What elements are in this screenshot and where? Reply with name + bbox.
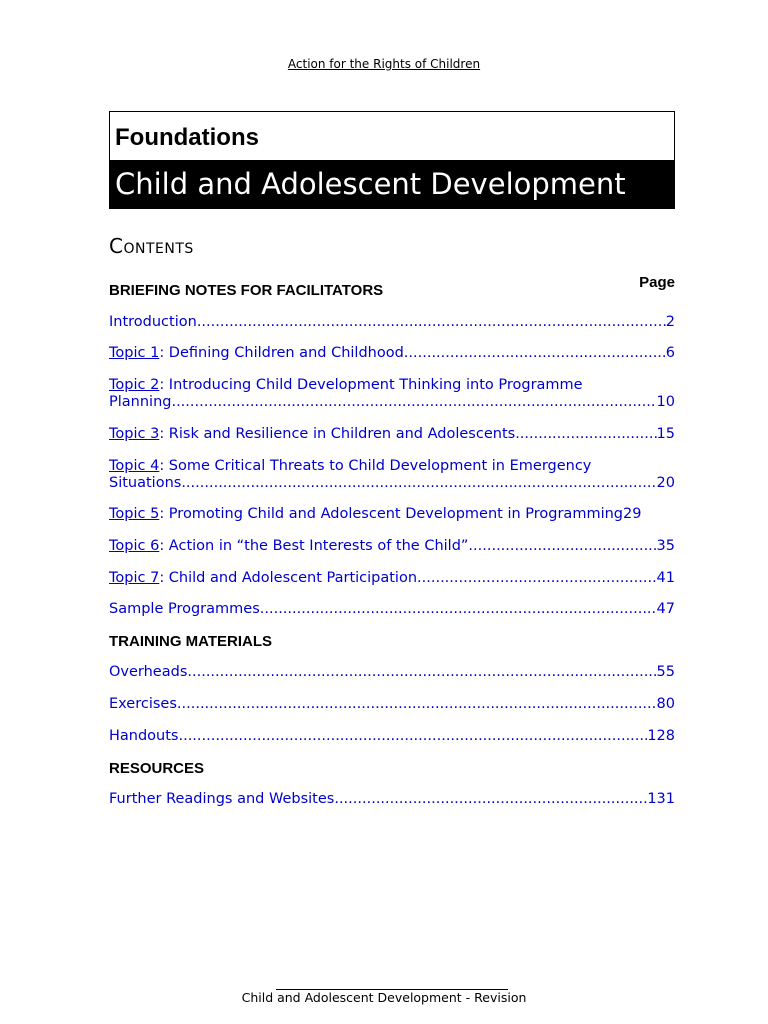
dot-leader <box>260 601 657 618</box>
toc-page-number: 2 <box>665 314 675 330</box>
running-header <box>0 56 768 72</box>
toc-entry-text-continued: Situations <box>109 475 182 491</box>
toc-entry-overheads[interactable] <box>109 664 675 681</box>
toc-entry-topic-5[interactable] <box>109 506 675 523</box>
toc-entry-handouts[interactable] <box>109 728 675 745</box>
title-box <box>109 111 675 209</box>
toc-page-number: 15 <box>656 426 675 442</box>
topic-link[interactable]: Topic 5 <box>109 506 160 522</box>
dot-leader <box>417 570 657 587</box>
topic-link[interactable]: Topic 6 <box>109 538 160 554</box>
toc-entry-text: : Defining Children and Childhood <box>159 345 404 361</box>
dot-leader <box>177 696 657 713</box>
contents-heading: Contents <box>109 234 194 258</box>
toc-entry-topic-1[interactable] <box>109 345 675 362</box>
toc-page-number: 80 <box>656 696 675 712</box>
toc-entry-topic-4[interactable] <box>109 458 675 492</box>
toc-entry-topic-2[interactable] <box>109 377 675 411</box>
toc-page-number: 10 <box>656 394 675 410</box>
toc-entry-text: : Risk and Resilience in Children and Adolescents <box>159 426 516 442</box>
toc-entry-text: Sample Programmes <box>109 601 260 617</box>
toc-page-number: 20 <box>656 475 675 491</box>
module-title: Child and Adolescent Development <box>115 167 626 201</box>
toc-page-number: 55 <box>656 664 675 680</box>
toc-page-number: 41 <box>656 570 675 586</box>
toc-page-number: 128 <box>647 728 675 744</box>
toc-entry-text: : Child and Adolescent Participation <box>159 570 418 586</box>
dot-leader <box>468 538 656 555</box>
toc-entry-further-readings[interactable] <box>109 791 675 808</box>
topic-link[interactable]: Topic 3 <box>109 426 160 442</box>
dot-leader <box>178 728 647 745</box>
toc-entry-text: Exercises <box>109 696 177 712</box>
toc-entry-text-continued: Planning <box>109 394 172 410</box>
toc-page-number: 131 <box>647 791 675 807</box>
running-footer: Child and Adolescent Development - Revision <box>241 990 527 1005</box>
topic-link[interactable]: Topic 2 <box>109 377 160 393</box>
module-title-bar <box>110 160 674 209</box>
dot-leader <box>515 426 656 443</box>
toc-entry-topic-3[interactable] <box>109 426 675 443</box>
toc-entry-text: Further Readings and Websites <box>109 791 335 807</box>
toc-entry-sample-programmes[interactable] <box>109 601 675 618</box>
toc-page-number: 29 <box>623 506 642 522</box>
page-column-label: Page <box>639 274 675 291</box>
section-briefing-notes: BRIEFING NOTES FOR FACILITATORS <box>109 282 384 299</box>
toc-entry-text: Introduction <box>109 314 197 330</box>
header-org-text: Action for the Rights of Children <box>287 57 481 71</box>
dot-leader <box>187 664 656 681</box>
dot-leader <box>334 791 647 808</box>
dot-leader <box>181 475 656 492</box>
topic-link[interactable]: Topic 4 <box>109 458 160 474</box>
toc-entry-text: Handouts <box>109 728 179 744</box>
toc-entry-introduction[interactable] <box>109 314 675 331</box>
dot-leader <box>197 314 666 331</box>
toc-entry-topic-6[interactable] <box>109 538 675 555</box>
dot-leader <box>404 345 666 362</box>
dot-leader <box>171 394 656 411</box>
toc-page-number: 6 <box>665 345 675 361</box>
toc-entry-text: Overheads <box>109 664 188 680</box>
toc-page-number: 47 <box>656 601 675 617</box>
toc-entry-topic-7[interactable] <box>109 570 675 587</box>
toc-entry-text: : Introducing Child Development Thinking into Programme <box>159 377 583 393</box>
toc-page-number: 35 <box>656 538 675 554</box>
toc-entry-exercises[interactable] <box>109 696 675 713</box>
topic-link[interactable]: Topic 7 <box>109 570 160 586</box>
toc-entry-text: : Action in “the Best Interests of the Child” <box>159 538 469 554</box>
series-title: Foundations <box>115 124 259 151</box>
section-resources: RESOURCES <box>109 760 205 777</box>
toc-entry-text: : Some Critical Threats to Child Development in Emergency <box>159 458 592 474</box>
section-training-materials: TRAINING MATERIALS <box>109 633 273 650</box>
topic-link[interactable]: Topic 1 <box>109 345 160 361</box>
toc-entry-text: : Promoting Child and Adolescent Development in Programming <box>159 506 623 522</box>
